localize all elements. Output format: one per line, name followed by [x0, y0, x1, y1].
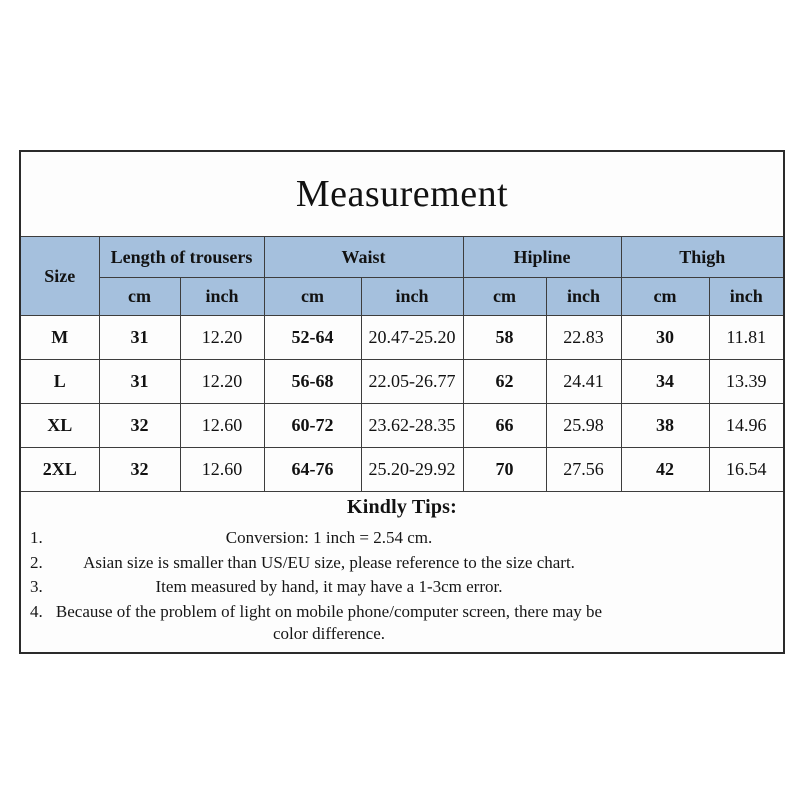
size-cell: XL: [20, 404, 99, 448]
waist-cm-cell: 60-72: [264, 404, 361, 448]
thigh-inch-cell: 14.96: [709, 404, 784, 448]
waist-inch-cell: 22.05-26.77: [361, 360, 463, 404]
hipline-cm-cell: 58: [463, 316, 546, 360]
header-group-row: [20, 237, 784, 278]
tips-row: [20, 492, 784, 654]
hipline-inch-cell: 24.41: [546, 360, 621, 404]
table-row-2xl: [20, 448, 784, 492]
tips-heading: Kindly Tips:: [346, 495, 458, 518]
tips-list: [21, 527, 603, 646]
hipline-cm-cell: 66: [463, 404, 546, 448]
trousers-cm-cell: 32: [99, 448, 180, 492]
hipline-inch-cell: 27.56: [546, 448, 621, 492]
unit-header-thigh-inch: inch: [709, 278, 784, 316]
unit-header-trousers-inch: inch: [180, 278, 264, 316]
thigh-inch-cell: 11.81: [709, 316, 784, 360]
unit-header-thigh-cm: cm: [621, 278, 709, 316]
unit-header-waist-cm: cm: [264, 278, 361, 316]
size-cell: L: [20, 360, 99, 404]
column-header-hipline: Hipline: [463, 237, 621, 278]
waist-inch-cell: 25.20-29.92: [361, 448, 463, 492]
thigh-cm-cell: 38: [621, 404, 709, 448]
waist-inch-cell: 20.47-25.20: [361, 316, 463, 360]
trousers-inch-cell: 12.60: [180, 448, 264, 492]
tip-item-measure-error: 3. Item measured by hand, it may have a 1-3cm error.: [47, 576, 603, 599]
header-unit-row: [20, 278, 784, 316]
thigh-inch-cell: 16.54: [709, 448, 784, 492]
trousers-cm-cell: 31: [99, 316, 180, 360]
thigh-cm-cell: 30: [621, 316, 709, 360]
trousers-inch-cell: 12.20: [180, 316, 264, 360]
waist-inch-cell: 23.62-28.35: [361, 404, 463, 448]
title-row: [20, 151, 784, 237]
unit-header-waist-inch: inch: [361, 278, 463, 316]
waist-cm-cell: 56-68: [264, 360, 361, 404]
table-row-l: [20, 360, 784, 404]
column-header-length-of-trousers: Length of trousers: [99, 237, 264, 278]
page-title: Measurement: [20, 151, 784, 237]
table-row-m: [20, 316, 784, 360]
trousers-cm-cell: 32: [99, 404, 180, 448]
waist-cm-cell: 64-76: [264, 448, 361, 492]
size-cell: 2XL: [20, 448, 99, 492]
thigh-inch-cell: 13.39: [709, 360, 784, 404]
hipline-cm-cell: 62: [463, 360, 546, 404]
waist-cm-cell: 52-64: [264, 316, 361, 360]
hipline-cm-cell: 70: [463, 448, 546, 492]
unit-header-hipline-cm: cm: [463, 278, 546, 316]
tip-item-conversion: 1. Conversion: 1 inch = 2.54 cm.: [47, 527, 603, 550]
hipline-inch-cell: 22.83: [546, 316, 621, 360]
size-cell: M: [20, 316, 99, 360]
measurement-table: [19, 150, 785, 654]
table-row-xl: [20, 404, 784, 448]
unit-header-trousers-cm: cm: [99, 278, 180, 316]
tip-item-asian-size: 2. Asian size is smaller than US/EU size, please reference to the size chart.: [47, 552, 603, 575]
trousers-cm-cell: 31: [99, 360, 180, 404]
tips-section: [20, 492, 784, 654]
column-header-thigh: Thigh: [621, 237, 784, 278]
tip-item-color-difference: 4. Because of the problem of light on mobile phone/computer screen, there may be color difference.: [47, 601, 603, 646]
hipline-inch-cell: 25.98: [546, 404, 621, 448]
unit-header-hipline-inch: inch: [546, 278, 621, 316]
thigh-cm-cell: 34: [621, 360, 709, 404]
thigh-cm-cell: 42: [621, 448, 709, 492]
column-header-size: Size: [20, 237, 99, 316]
trousers-inch-cell: 12.20: [180, 360, 264, 404]
column-header-waist: Waist: [264, 237, 463, 278]
trousers-inch-cell: 12.60: [180, 404, 264, 448]
